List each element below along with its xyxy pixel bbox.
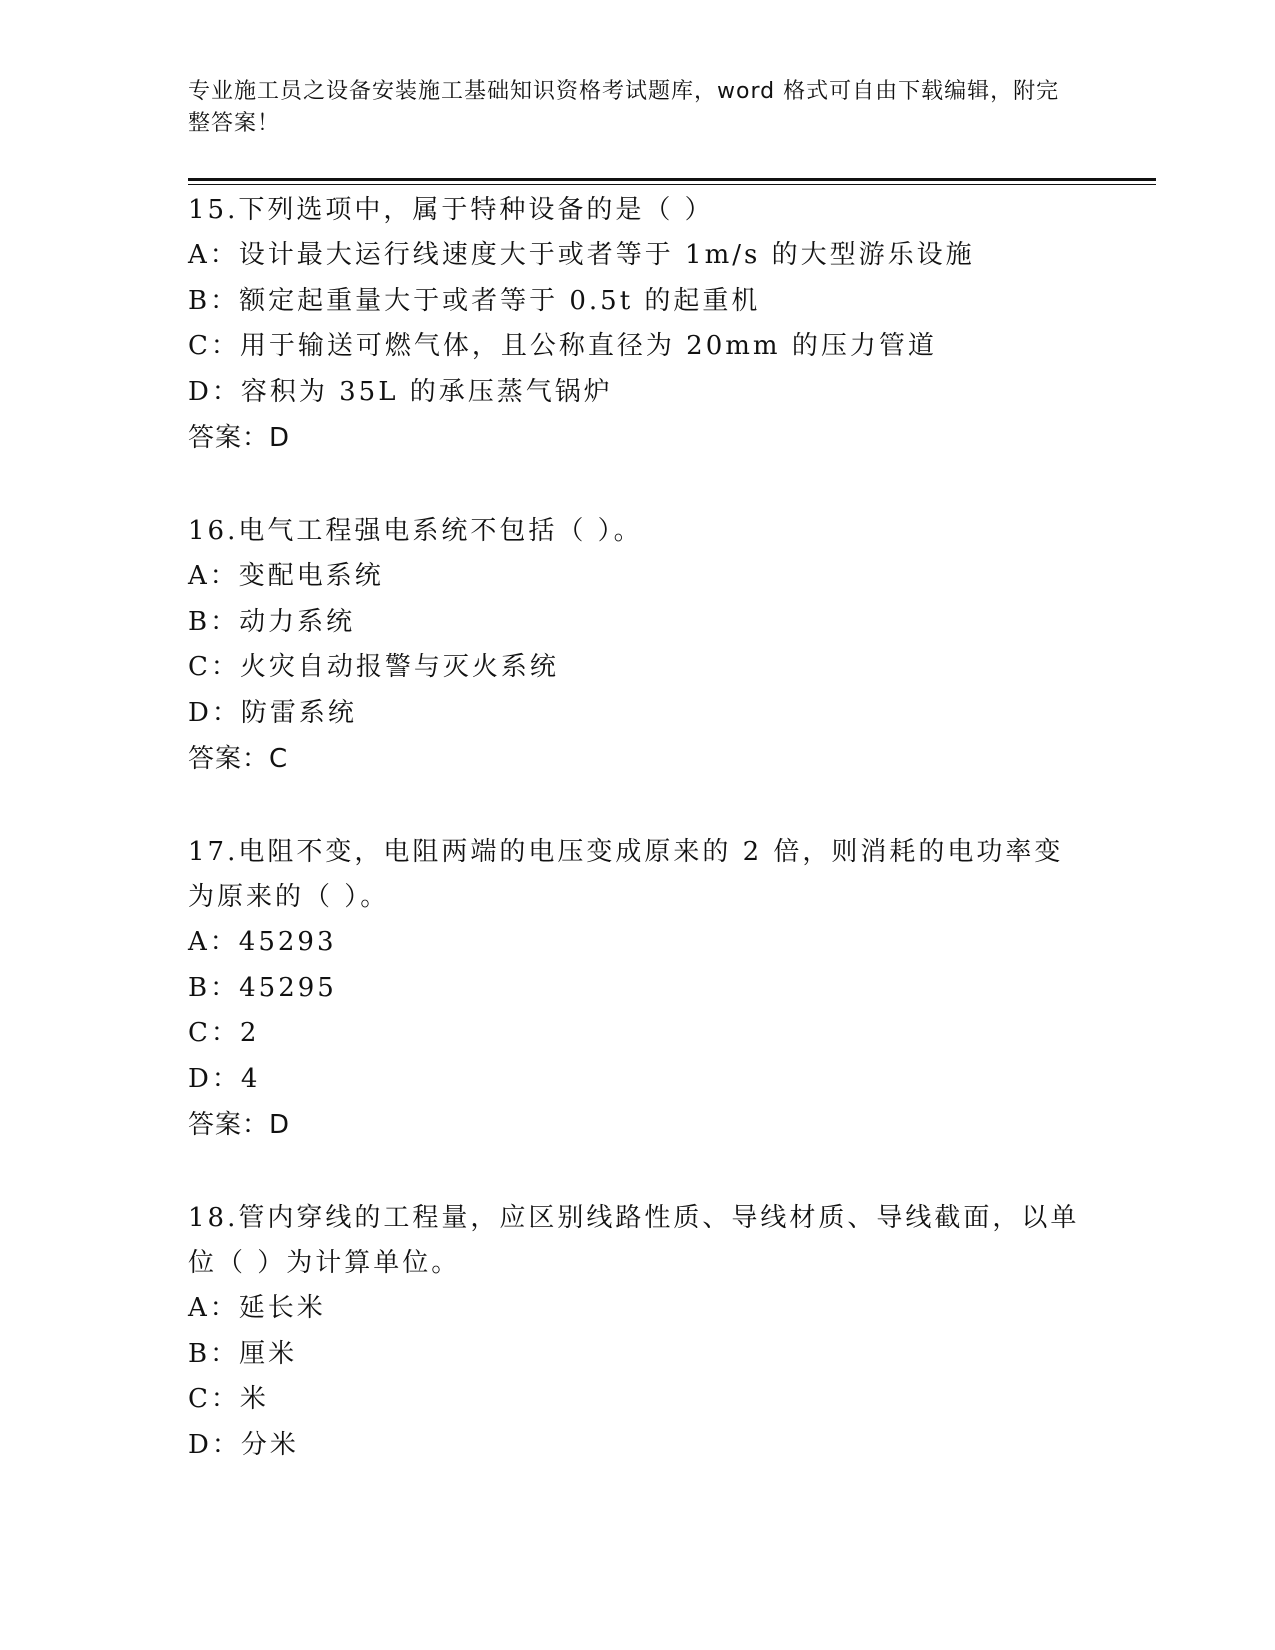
option-d: D：4 xyxy=(188,1063,261,1094)
option-b: B：额定起重量大于或者等于 0.5t 的起重机 xyxy=(188,285,761,316)
question-15 xyxy=(188,188,1088,461)
option-a: A：45293 xyxy=(188,927,337,957)
option-c: C：2 xyxy=(188,1018,260,1048)
option-a: A：设计最大运行线速度大于或者等于 1m/s 的大型游乐设施 xyxy=(188,240,975,270)
option-b: B：45295 xyxy=(188,972,337,1003)
header-divider-thick xyxy=(188,178,1156,181)
question-title: 16.电气工程强电系统不包括（ ）。 xyxy=(188,516,643,546)
question-18 xyxy=(188,1196,1088,1468)
option-c: C：米 xyxy=(188,1384,269,1414)
document-header: 专业施工员之设备安装施工基础知识资格考试题库，word 格式可自由下载编辑，附完整答案！ xyxy=(188,79,1060,136)
answer-line: 答案：D xyxy=(188,1110,291,1140)
option-d: D：防雷系统 xyxy=(188,697,357,728)
option-d: D：分米 xyxy=(188,1429,299,1460)
question-17 xyxy=(188,830,1088,1148)
option-c: C：火灾自动报警与灭火系统 xyxy=(188,652,559,682)
option-b: B：动力系统 xyxy=(188,606,356,637)
option-b: B：厘米 xyxy=(188,1338,298,1369)
option-d: D：容积为 35L 的承压蒸气锅炉 xyxy=(188,376,613,407)
header-divider-thin xyxy=(188,184,1156,185)
question-title: 15.下列选项中，属于特种设备的是（ ） xyxy=(188,195,714,225)
question-16 xyxy=(188,509,1088,782)
question-list xyxy=(188,188,1088,1516)
option-c: C：用于输送可燃气体，且公称直径为 20mm 的压力管道 xyxy=(188,331,937,361)
answer-line: 答案：D xyxy=(188,423,291,453)
question-title: 18.管内穿线的工程量，应区别线路性质、导线材质、导线截面，以单位（ ）为计算单位。 xyxy=(188,1203,1080,1278)
question-title: 17.电阻不变，电阻两端的电压变成原来的 2 倍，则消耗的电功率变为原来的（ ）。 xyxy=(188,837,1064,912)
option-a: A：延长米 xyxy=(188,1293,326,1323)
option-a: A：变配电系统 xyxy=(188,561,384,591)
answer-line: 答案：C xyxy=(188,744,289,774)
